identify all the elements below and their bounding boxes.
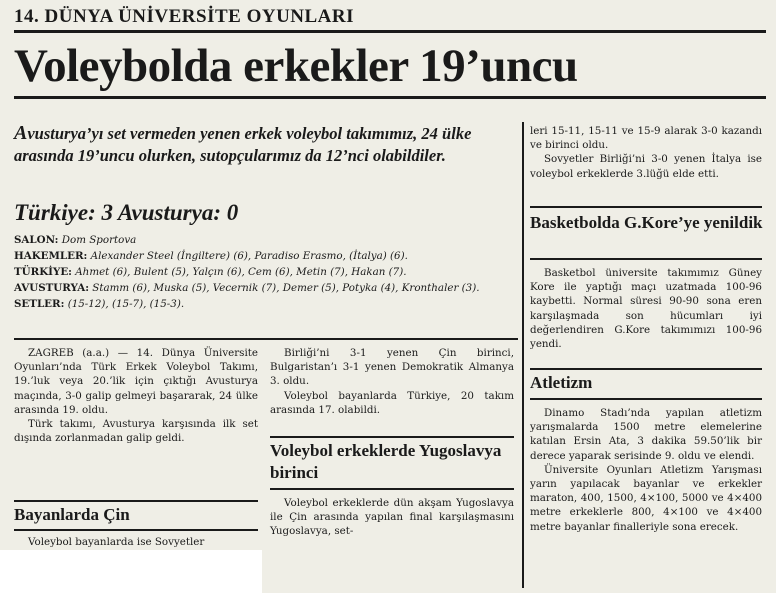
column-2-cont	[270, 496, 514, 539]
section-kicker: 14. DÜNYA ÜNİVERSİTE OYUNLARI	[14, 6, 766, 33]
fact-salon: SALON: Dom Sportova	[14, 234, 137, 246]
col2-paragraph-3: Voleybol erkeklerde dün akşam Yugoslavya ile Çin arasında yapılan final karşılaşmasını Yugoslavya, set-	[270, 497, 514, 538]
lede-dropcap: A	[14, 122, 28, 144]
match-score: Türkiye: 3 Avusturya: 0	[14, 200, 239, 225]
col1-paragraph-2: Türk takımı, Avusturya karşısında ilk set dışında zorlanmadan galip geldi.	[14, 418, 258, 445]
column-3-basketball	[530, 266, 762, 351]
col3-paragraph-1: leri 15-11, 15-11 ve 15-9 alarak 3-0 kazandı ve birinci oldu.	[530, 125, 762, 152]
column-1-cont	[14, 535, 258, 549]
col3-rule-1	[530, 206, 762, 208]
fact-avusturya: AVUSTURYA: Stamm (6), Muska (5), Vecernik (7), Demer (5), Potyka (4), Kronthaler (3).	[14, 282, 480, 294]
col1-subheading-rule	[14, 529, 258, 531]
headline: Voleybolda erkekler 19’uncu	[14, 36, 766, 99]
fact-turkiye: TÜRKİYE: Ahmet (6), Bulent (5), Yalçın (6), Cem (6), Metin (7), Hakan (7).	[14, 266, 407, 278]
fact-setler: SETLER: (15-12), (15-7), (15-3).	[14, 298, 185, 310]
col2-paragraph-1: Birliği’ni 3-1 yenen Çin birinci, Bulgaristan’ı 3-1 yenen Demokratik Almanya 3. oldu.	[270, 347, 514, 388]
col3-paragraph-2: Sovyetler Birliği’ni 3-0 yenen İtalya ise voleybol erkeklerde 3.lüğü elde etti.	[530, 153, 762, 180]
col1-rule	[14, 500, 258, 502]
col3-subheading-1: Basketbolda G.Kore’ye yenildik	[530, 213, 763, 232]
col1-paragraph-3: Voleybol bayanlarda ise Sovyetler	[28, 536, 205, 548]
fact-hakemler: HAKEMLER: Alexander Steel (İngiltere) (6), Paradiso Erasmo, (İtalya) (6).	[14, 250, 408, 262]
column-3-athletics	[530, 406, 762, 534]
col1-paragraph-1: ZAGREB (a.a.) — 14. Dünya Üniversite Oyunları’nda Türk Erkek Voleybol Takımı, 19.’luk veya 20.’lik için çıktığı Avusturya maçında, 3-0 galip gelmeyi başararak, 24 ülke arasında 19. oldu.	[14, 347, 258, 416]
col2-paragraph-2: Voleybol bayanlarda Türkiye, 20 takım arasında 17. olabildi.	[270, 389, 514, 416]
col3-rule-2	[530, 368, 762, 370]
column-divider	[522, 122, 524, 588]
col2-subheading-rule	[270, 488, 514, 490]
col3-subheading-rule-1	[530, 258, 762, 260]
match-facts	[14, 232, 514, 312]
col3-paragraph-5: Üniversite Oyunları Atletizm Yarışması yarın yapılacak bayanlar ve erkekler maraton, 400, 1500, 4×100, 5000 ve 4×400 metre erkeklerle 800, 4×100 ve 4×400 metre bayanlar finalleriyle sona erecek.	[530, 463, 762, 533]
col2-rule	[270, 436, 514, 438]
scan-margin	[0, 550, 262, 593]
lede-paragraph	[14, 122, 514, 167]
col2-subheading: Voleybol erkeklerde Yugoslavya birinci	[270, 441, 502, 482]
col3-subheading-2: Atletizm	[530, 373, 593, 392]
col3-paragraph-3: Basketbol üniversite takımımız Güney Kore ile yaptığı maçı uzatmada 100-96 kaybetti. Normal süresi 90-90 sona eren karşılaşmada son hücumları iyi değerlendiren G.Kore takımımızı 100-96 yendi.	[530, 267, 762, 351]
column-3	[530, 124, 762, 181]
col3-subheading-rule-2	[530, 398, 762, 400]
lede-text: vusturya’yı set vermeden yenen erkek voleybol takımımız, 24 ülke arasında 19’uncu olurken, sutopçularımız da 12’nci olabildiler.	[14, 124, 472, 165]
column-1	[14, 346, 258, 445]
divider-rule	[14, 338, 518, 340]
column-2	[270, 346, 514, 417]
col1-subheading: Bayanlarda Çin	[14, 505, 130, 524]
col3-paragraph-4: Dinamo Stadı’nda yapılan atletizm yarışmalarda 1500 metre elemelerine katılan Ersin Ata, 3 dakika 59.50’lik bir derece yaparak serisinde 9. oldu ve elendi.	[530, 407, 762, 462]
